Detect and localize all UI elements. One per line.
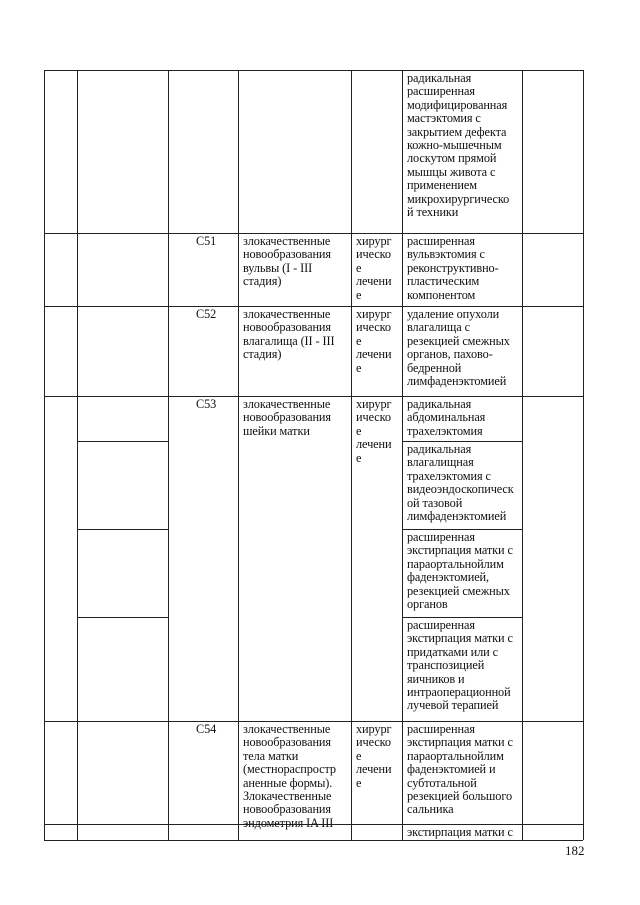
method-cell: расширенная вульвэктомия с реконструктивно- пластическим компонентом	[407, 234, 499, 302]
treatment-type-cell: хирург ическо е лечени е	[356, 234, 392, 302]
column-divider	[238, 70, 239, 840]
treatment-type-cell: хирург ическо е лечени е	[356, 397, 392, 465]
method-cell: расширенная экстирпация матки с параортальнойлим фаденэктомией и субтотальной резекцией большого сальника	[407, 722, 513, 817]
subrow-separator	[77, 529, 168, 530]
diagnosis-cell: злокачественные новообразования шейки матки	[243, 397, 331, 438]
diagnosis-cell: злокачественные новообразования тела матки (местнораспростр аненные формы). Злокачественные новообразования эндометрия IA III	[243, 722, 336, 830]
method-cell: удаление опухоли влагалища с резекцией смежных органов, пахово- бедренной лимфаденэктомией	[407, 307, 510, 389]
table-border-top	[44, 70, 583, 71]
column-divider	[402, 70, 403, 840]
method-cell: радикальная абдоминальная трахелэктомия	[407, 397, 486, 438]
method-cell: экстирпация матки с	[407, 825, 513, 839]
diagnosis-cell: злокачественные новообразования вульвы (I - III стадия)	[243, 234, 331, 289]
method-cell: расширенная экстирпация матки с придатками или с транспозицией яичников и интраоперационной лучевой терапией	[407, 618, 513, 713]
table-border-left	[44, 70, 45, 840]
code-cell: C52	[196, 307, 217, 321]
method-cell: радикальная влагалищная трахелэктомия с видеоэндоскопическ ой тазовой лимфаденэктомией	[407, 442, 514, 524]
subrow-separator	[77, 617, 168, 618]
column-divider	[168, 70, 169, 840]
code-cell: C51	[196, 234, 217, 248]
code-cell: C53	[196, 397, 217, 411]
page-number: 182	[565, 843, 585, 858]
subrow-separator	[77, 441, 168, 442]
code-cell: C54	[196, 722, 217, 736]
column-divider	[77, 70, 78, 840]
table-border-right	[583, 70, 584, 840]
column-divider	[351, 70, 352, 840]
method-cell: расширенная экстирпация матки с параортальнойлим фаденэктомией, резекцией смежных органов	[407, 530, 513, 612]
treatment-type-cell: хирург ическо е лечени е	[356, 307, 392, 375]
method-cell: радикальная расширенная модифицированная мастэктомия с закрытием дефекта кожно-мышечным лоскутом прямой мышцы живота с применением микрохирургическо й техники	[407, 71, 510, 220]
table-border-bottom	[44, 840, 583, 841]
diagnosis-cell: злокачественные новообразования влагалища (II - III стадия)	[243, 307, 335, 362]
treatment-type-cell: хирург ическо е лечени е	[356, 722, 392, 790]
